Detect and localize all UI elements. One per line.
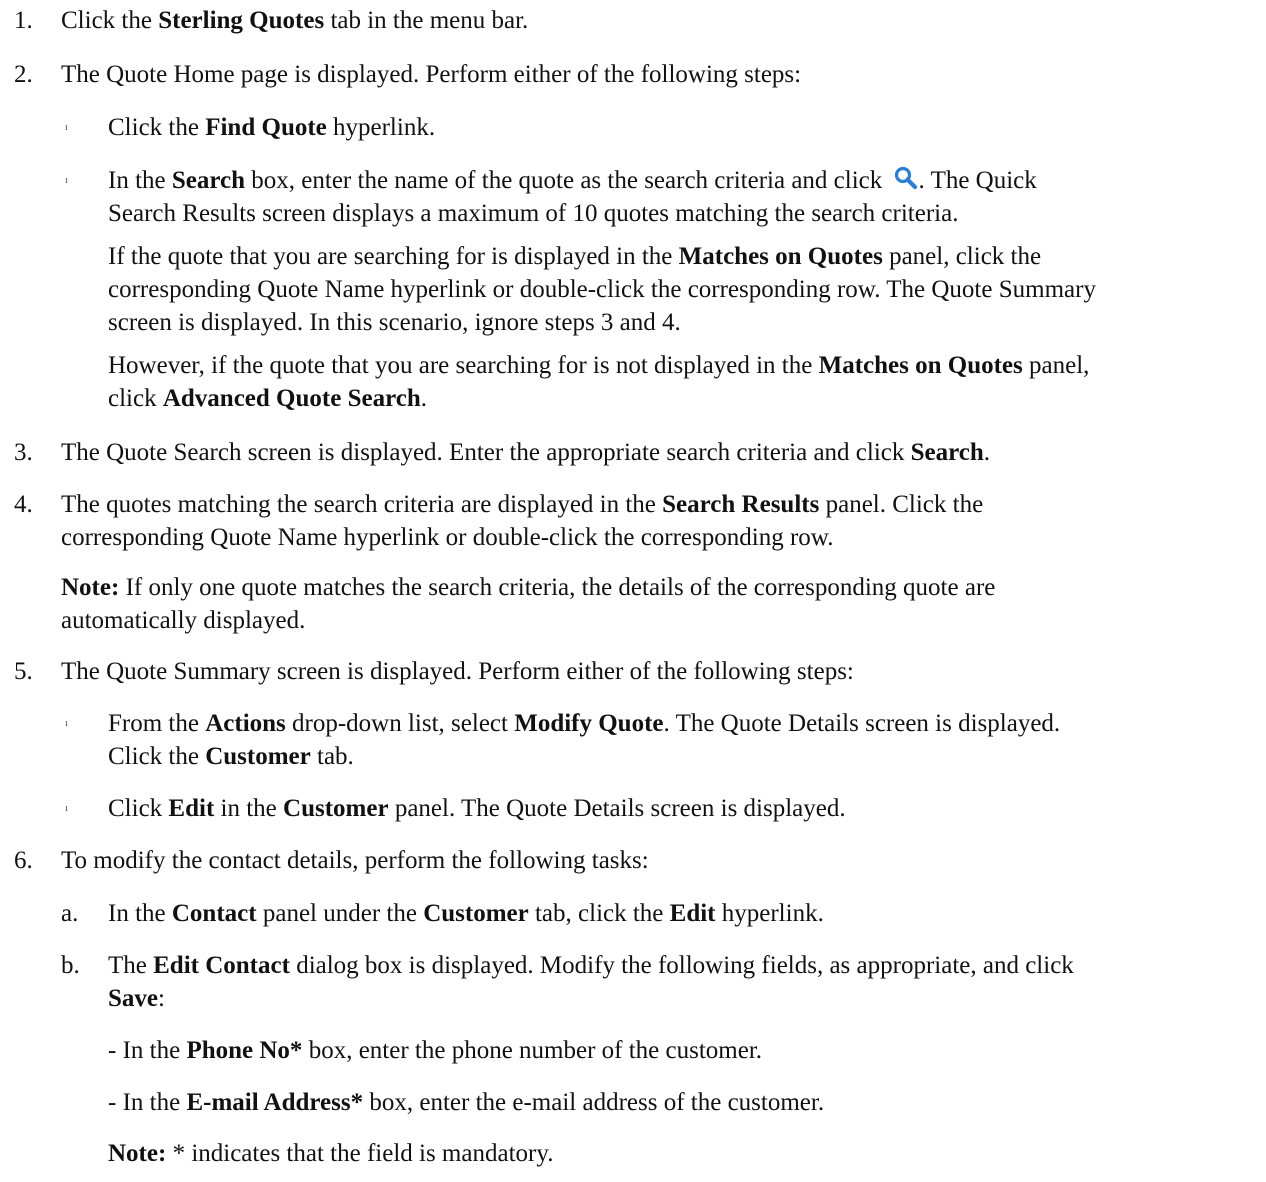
step-text: tab, click the [528,900,670,927]
step-text: screen is displayed. In this scenario, ignore steps 3 and 4. [108,309,681,336]
step-text: in the [214,795,284,822]
step-5-bullet-1 [65,707,1061,773]
step-number: 3. [14,439,33,466]
step-text: The Quote Search screen is displayed. Enter the appropriate search criteria and click [61,439,911,466]
step-text: In the [108,900,172,927]
bold-term: Customer [283,795,389,822]
step-text: In the [108,167,172,194]
step-text: box, enter the name of the quote as the search criteria and click [245,167,889,194]
step-4-note [61,571,995,637]
step-2-bullet-1 [65,111,436,144]
bold-term: Matches on Quotes [678,243,883,270]
step-text: . The Quote Details screen is displayed. [663,710,1061,737]
step-text: . [420,385,427,412]
step-2-paragraph-2 [108,349,1089,415]
step-text: panel under the [256,900,424,927]
step-text: If the quote that you are searching for is displayed in the [108,243,679,270]
note-text: * indicates that the field is mandatory. [166,1140,554,1167]
step-text: To modify the contact details, perform the following tasks: [61,847,649,874]
step-4 [14,488,984,554]
bold-term: Find Quote [205,114,327,141]
step-number: 5. [14,658,33,685]
step-text: Click [108,795,169,822]
step-6b [61,949,1074,1015]
step-text: The quotes matching the search criteria are displayed in the [61,491,663,518]
step-text: panel. Click the [819,491,984,518]
bullet-marker: ı [65,122,68,133]
step-text: panel. The Quote Details screen is displayed. [388,795,846,822]
step-6b-field-2 [108,1086,824,1119]
step-text: The [108,952,154,979]
step-6 [14,844,649,877]
bold-term: Customer [423,900,529,927]
bold-term: Search Results [662,491,820,518]
note-text: automatically displayed. [61,607,306,634]
sub-step-letter: b. [61,952,80,979]
step-5-bullet-2 [65,792,846,825]
step-text: hyperlink. [326,114,436,141]
step-2-bullet-2 [65,164,1037,230]
magnifier-icon [893,165,919,191]
note-label: Note: [61,574,120,601]
note-label: Note: [108,1140,167,1167]
bold-term: E-mail Address* [186,1089,364,1116]
bold-term: Search [910,439,984,466]
step-text: Click the [61,7,159,34]
bold-term: Save [108,985,158,1012]
bullet-marker: ı [65,718,68,729]
step-number: 1. [14,7,33,34]
step-text: : [158,985,165,1012]
step-number: 4. [14,491,33,518]
step-6b-field-1 [108,1034,762,1067]
step-text: However, if the quote that you are searching for is not displayed in the [108,352,819,379]
step-number: 2. [14,61,33,88]
step-text: Click the [108,743,206,770]
step-text: . [983,439,991,466]
bold-term: Contact [171,900,257,927]
bold-term: Phone No* [186,1037,303,1064]
bold-term: Edit [168,795,215,822]
bold-term: Edit Contact [153,952,290,979]
bullet-marker: ı [65,175,68,186]
step-1 [14,4,529,37]
step-text: panel, [1022,352,1090,379]
bold-term: Edit [669,900,716,927]
step-6a [61,897,824,930]
step-text: corresponding Quote Name hyperlink or double-click the corresponding row. [61,524,834,551]
step-text: drop-down list, select [285,710,515,737]
step-2-paragraph-1 [108,240,1096,339]
bold-term: Customer [205,743,311,770]
step-text: - In the [108,1089,187,1116]
bold-term: Matches on Quotes [818,352,1023,379]
step-text: Search Results screen displays a maximum of 10 quotes matching the search criteria. [108,200,959,227]
step-text: - In the [108,1037,187,1064]
step-text: box, enter the e-mail address of the customer. [363,1089,825,1116]
step-text: The Quote Home page is displayed. Perform either of the following steps: [61,61,802,88]
step-5 [14,655,854,688]
step-6-note [108,1137,553,1170]
step-number: 6. [14,847,33,874]
step-text: From the [108,710,206,737]
bold-term: Actions [205,710,286,737]
step-text: box, enter the phone number of the customer. [302,1037,763,1064]
step-text: tab. [310,743,354,770]
bold-term: Advanced Quote Search [162,385,421,412]
bullet-marker: ı [65,803,68,814]
step-text: Click the [108,114,206,141]
bold-term: Sterling Quotes [158,7,325,34]
step-text: panel, click the [882,243,1042,270]
bold-term: Modify Quote [514,710,664,737]
step-text: click [108,385,163,412]
step-text: hyperlink. [715,900,824,927]
step-text: The Quote Summary screen is displayed. Perform either of the following steps: [61,658,854,685]
sub-step-letter: a. [61,900,79,927]
bold-term: Search [171,167,246,194]
step-2 [14,58,802,91]
step-text: corresponding Quote Name hyperlink or double-click the corresponding row. The Quote Summary [108,276,1096,303]
note-text: If only one quote matches the search criteria, the details of the corresponding quote are [119,574,996,601]
step-text: tab in the menu bar. [324,7,529,34]
step-text: . The Quick [918,167,1037,194]
step-3 [14,436,991,469]
step-text: dialog box is displayed. Modify the following fields, as appropriate, and click [289,952,1074,979]
